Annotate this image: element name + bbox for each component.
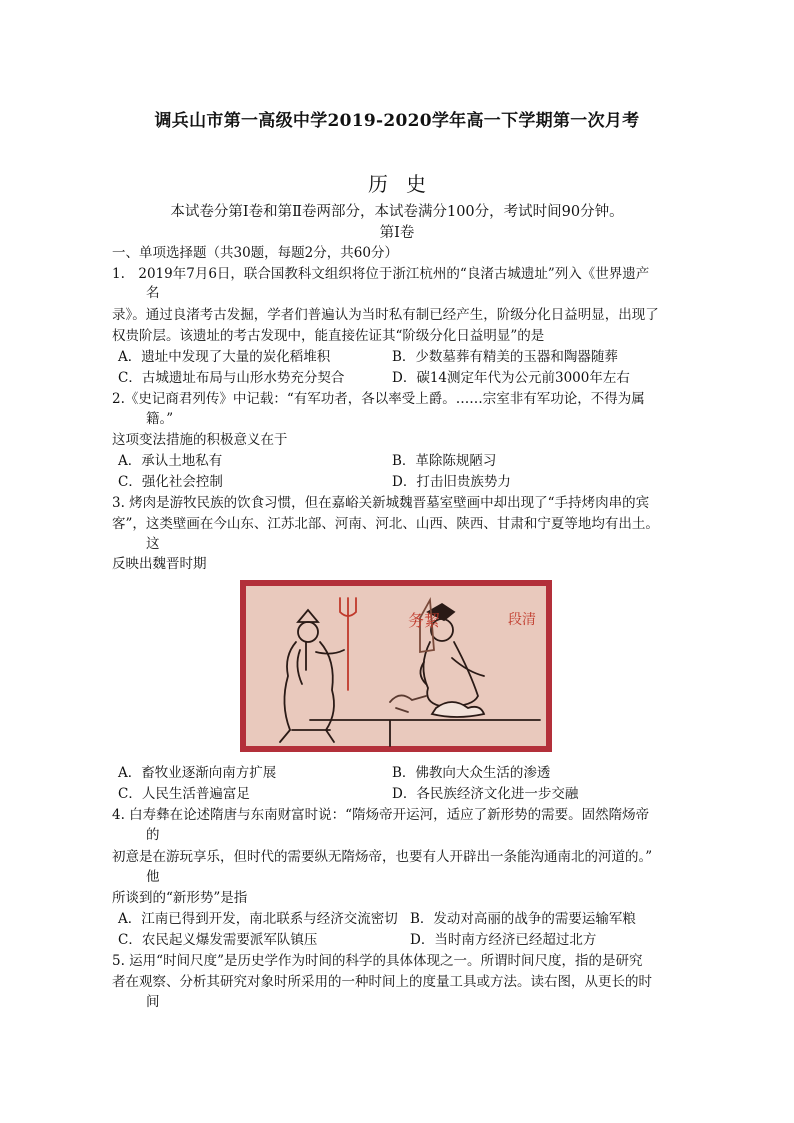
q5-line2: 者在观察、分析其研究对象时所采用的一种时间上的度量工具或方法。读右图，从更长的时	[112, 974, 652, 990]
part-title: 第Ⅰ卷	[379, 225, 415, 241]
painting-label-right: 段清	[508, 612, 536, 628]
q4-option-d: D．当时南方经济已经超过北方	[410, 932, 597, 948]
subject-title: 历史	[368, 172, 444, 196]
q3-line1: 3. 烤肉是游牧民族的饮食习惯，但在嘉峪关新城魏晋墓室壁画中却出现了“手持烤肉串的宾	[112, 495, 650, 511]
q1-line1: 1. 2019年7月6日，联合国教科文组织将位于浙江杭州的“良渚古城遗址”列入《世界遗产	[112, 266, 650, 282]
q4-option-c: C．农民起义爆发需要派军队镇压	[118, 932, 318, 948]
q3-option-d: D．各民族经济文化进一步交融	[392, 786, 579, 802]
q1-option-b: B．少数墓葬有精美的玉器和陶器随葬	[392, 349, 618, 365]
q4-option-a: A．江南已得到开发，南北联系与经济交流密切	[118, 911, 398, 927]
exam-info: 本试卷分第Ⅰ卷和第Ⅱ卷两部分，本试卷满分100分，考试时间90分钟。	[170, 204, 624, 220]
q5-line3: 间	[146, 994, 160, 1010]
q4-option-b: B．发动对高丽的战争的需要运输军粮	[410, 911, 636, 927]
q2-option-a: A．承认土地私有	[118, 453, 223, 469]
q1-line3: 录》。通过良渚考古发掘，学者们普遍认为当时私有制已经产生，阶级分化日益明显，出现了	[112, 307, 659, 323]
q1-line2: 名	[146, 285, 160, 301]
section-heading: 一、单项选择题（共30题，每题2分，共60分）	[112, 245, 398, 261]
q4-line5: 所谈到的“新形势”是指	[112, 890, 248, 906]
q3-line4: 反映出魏晋时期	[112, 556, 207, 572]
q2-option-d: D．打击旧贵族势力	[392, 474, 511, 490]
q2-line2: 籍。”	[146, 411, 174, 427]
q1-option-a: A．遗址中发现了大量的炭化稻堆积	[118, 349, 331, 365]
q1-line4: 权贵阶层。该遗址的考古发现中，能直接佐证其“阶级分化日益明显”的是	[112, 328, 545, 344]
painting-label-left: 务絜	[408, 611, 441, 630]
q1-option-d: D．碳14测定年代为公元前3000年左右	[392, 370, 630, 386]
q3-option-b: B．佛教向大众生活的渗透	[392, 765, 551, 781]
painting-canvas	[246, 586, 546, 746]
q3-line2: 客”，这类壁画在今山东、江苏北部、河南、河北、山西、陕西、甘肃和宁夏等地均有出土。	[112, 516, 659, 532]
q4-line1: 4. 白寿彝在论述隋唐与东南财富时说：“隋炀帝开运河，适应了新形势的需要。固然隋炀帝	[112, 807, 650, 823]
q2-line1: 2.《史记商君列传》中记载：“有军功者，各以率受上爵。……宗室非有军功论，不得为属	[112, 391, 645, 407]
mural-painting-image	[240, 580, 552, 752]
q5-line1: 5. 运用“时间尺度”是历史学作为时间的科学的具体体现之一。所谓时间尺度，指的是研究	[112, 953, 643, 969]
q3-line3: 这	[146, 536, 160, 552]
q3-option-c: C．人民生活普遍富足	[118, 786, 250, 802]
q2-option-c: C．强化社会控制	[118, 474, 223, 490]
q2-line3: 这项变法措施的积极意义在于	[112, 432, 288, 448]
q3-option-a: A．畜牧业逐渐向南方扩展	[118, 765, 277, 781]
q4-line3: 初意是在游玩享乐，但时代的需要纵无隋炀帝，也要有人开辟出一条能沟通南北的河道的。”	[112, 849, 653, 865]
q1-option-c: C．古城遗址布局与山形水势充分契合	[118, 370, 345, 386]
q2-option-b: B．革除陈规陋习	[392, 453, 497, 469]
q4-line2: 的	[146, 827, 160, 843]
exam-title: 调兵山市第一高级中学2019-2020学年高一下学期第一次月考	[154, 111, 640, 131]
q4-line4: 他	[146, 869, 160, 885]
